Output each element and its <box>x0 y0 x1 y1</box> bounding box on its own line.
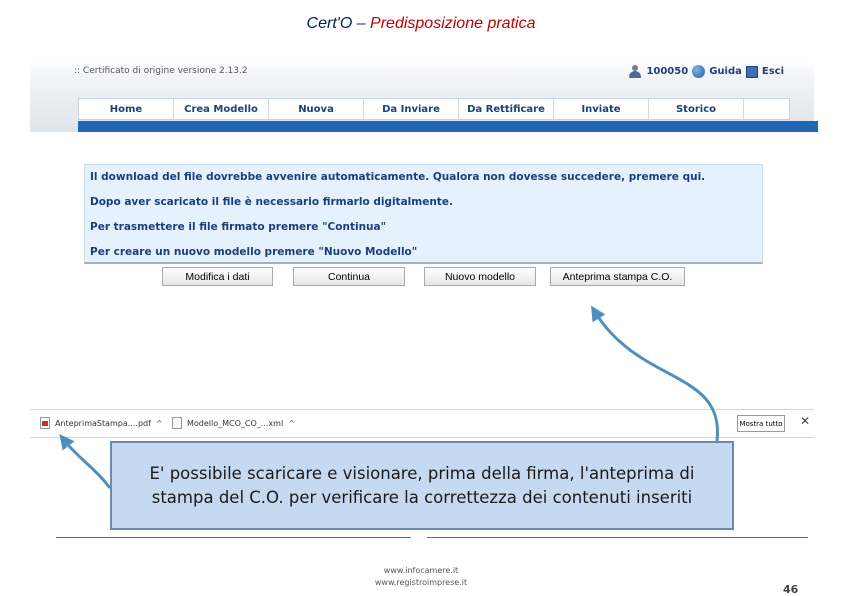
message-line-continue: Per trasmettere il file firmato premere "Continua" <box>90 221 387 233</box>
footer-divider-left <box>56 537 411 538</box>
slide-title-main: Cert'O – <box>306 15 371 32</box>
download-message-box <box>84 164 763 264</box>
slide-title <box>0 15 842 33</box>
help-link[interactable]: Guida <box>709 66 742 77</box>
user-area <box>628 65 784 78</box>
exit-link[interactable]: Esci <box>761 66 784 77</box>
pdf-file-icon <box>40 417 50 429</box>
download-item-pdf[interactable] <box>40 417 163 429</box>
continue-button[interactable]: Continua <box>293 267 405 286</box>
download-item-pdf-name: AnteprimaStampa....pdf <box>55 418 151 428</box>
close-icon[interactable]: ✕ <box>799 414 810 428</box>
chevron-up-icon[interactable]: ^ <box>288 418 295 428</box>
arrow-to-pdf-download <box>64 440 110 488</box>
browser-download-bar <box>30 409 814 438</box>
modify-data-button[interactable]: Modifica i dati <box>162 267 273 286</box>
download-item-xml[interactable] <box>172 417 295 429</box>
user-code: 100050 <box>646 66 689 77</box>
nav-item-storico[interactable]: Storico <box>649 99 744 119</box>
preview-print-button[interactable]: Anteprima stampa C.O. <box>550 267 685 286</box>
user-icon <box>628 65 642 78</box>
message-line-new-model: Per creare un nuovo modello premere "Nuovo Modello" <box>90 246 418 258</box>
nav-underline-bar <box>78 121 818 132</box>
app-version: :: Certificato di origine versione 2.13.2 <box>74 66 248 76</box>
nav-item-da-inviare[interactable]: Da Inviare <box>364 99 459 119</box>
footer-divider-right <box>427 537 808 538</box>
nav-item-da-rettificare[interactable]: Da Rettificare <box>459 99 554 119</box>
xml-file-icon <box>172 417 182 429</box>
footer-link-infocamere[interactable]: www.infocamere.it <box>383 566 459 575</box>
chevron-up-icon[interactable]: ^ <box>155 418 163 428</box>
main-nav <box>78 98 790 120</box>
nav-item-nuova[interactable]: Nuova <box>269 99 364 119</box>
message-line-sign: Dopo aver scaricato il file è necessario firmarlo digitalmente. <box>90 196 453 208</box>
nav-item-crea-modello[interactable]: Crea Modello <box>174 99 269 119</box>
show-all-button[interactable]: Mostra tutto <box>737 415 785 432</box>
footer-link-registroimprese[interactable]: www.registroimprese.it <box>374 578 468 587</box>
help-icon[interactable] <box>692 65 705 78</box>
exit-icon[interactable] <box>746 66 758 78</box>
new-model-button[interactable]: Nuovo modello <box>424 267 536 286</box>
page-number: 46 <box>783 583 799 596</box>
nav-item-inviate[interactable]: Inviate <box>554 99 649 119</box>
app-window <box>30 62 814 132</box>
explanation-callout: E' possibile scaricare e visionare, prima della firma, l'anteprima di stampa del C.O. per verificare la correttezza dei contenuti inseriti <box>110 441 734 530</box>
nav-item-home[interactable]: Home <box>79 99 174 119</box>
download-item-xml-name: Modello_MCO_CO_...xml <box>187 418 284 428</box>
slide-title-accent: Predisposizione pratica <box>370 15 536 32</box>
message-line-download[interactable]: Il download del file dovrebbe avvenire automaticamente. Qualora non dovesse succedere, premere qui. <box>90 171 706 183</box>
